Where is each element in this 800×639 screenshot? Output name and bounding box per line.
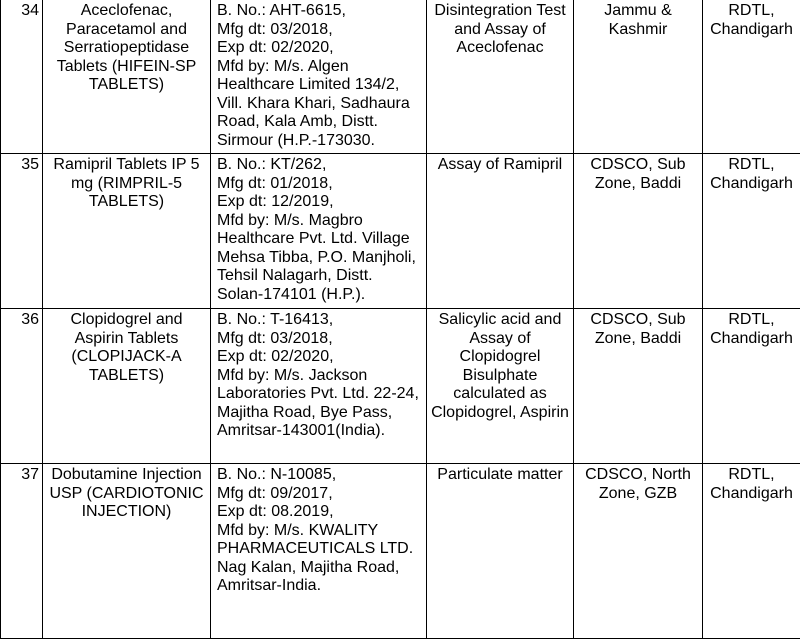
testing-lab: RDTL, Chandigarh [703, 0, 800, 154]
drug-name: Aceclofenac, Paracetamol and Serratiopeptidase Tablets (HIFEIN-SP TABLETS) [43, 0, 211, 154]
serial-number: 36 [1, 309, 43, 464]
drug-name: Dobutamine Injection USP (CARDIOTONIC INJECTION) [43, 464, 211, 639]
drug-name: Clopidogrel and Aspirin Tablets (CLOPIJACK-A TABLETS) [43, 309, 211, 464]
serial-number: 35 [1, 154, 43, 309]
testing-lab: RDTL, Chandigarh [703, 309, 800, 464]
test-parameter: Salicylic acid and Assay of Clopidogrel Bisulphate calculated as Clopidogrel, Aspirin [427, 309, 574, 464]
testing-lab: RDTL, Chandigarh [703, 464, 800, 639]
test-parameter: Disintegration Test and Assay of Aceclofenac [427, 0, 574, 154]
sent-by: CDSCO, Sub Zone, Baddi [574, 309, 703, 464]
serial-number: 34 [1, 0, 43, 154]
sent-by: CDSCO, North Zone, GZB [574, 464, 703, 639]
testing-lab: RDTL, Chandigarh [703, 154, 800, 309]
sent-by: Jammu & Kashmir [574, 0, 703, 154]
batch-details: B. No.: T-16413, Mfg dt: 03/2018, Exp dt: 02/2020, Mfd by: M/s. Jackson Laboratories Pvt. Ltd. 22-24, Majitha Road, Bye Pass, Amritsar-143001(India). [211, 309, 427, 464]
table-row [1, 154, 800, 309]
sent-by: CDSCO, Sub Zone, Baddi [574, 154, 703, 309]
table-row [1, 0, 800, 154]
batch-details: B. No.: AHT-6615, Mfg dt: 03/2018, Exp dt: 02/2020, Mfd by: M/s. Algen Healthcare Limited 134/2, Vill. Khara Khari, Sadhaura Road, Kala Amb, Distt. Sirmour (H.P.-173030. [211, 0, 427, 154]
batch-details: B. No.: KT/262, Mfg dt: 01/2018, Exp dt: 12/2019, Mfd by: M/s. Magbro Healthcare Pvt. Ltd. Village Mehsa Tibba, P.O. Manjholi, Tehsil Nalagarh, Distt. Solan-174101 (H.P.). [211, 154, 427, 309]
serial-number: 37 [1, 464, 43, 639]
table-row [1, 464, 800, 639]
batch-details: B. No.: N-10085, Mfg dt: 09/2017, Exp dt: 08.2019, Mfd by: M/s. KWALITY PHARMACEUTICALS LTD. Nag Kalan, Majitha Road, Amritsar-India. [211, 464, 427, 639]
test-parameter: Assay of Ramipril [427, 154, 574, 309]
table-row [1, 309, 800, 464]
drug-name: Ramipril Tablets IP 5 mg (RIMPRIL-5 TABLETS) [43, 154, 211, 309]
test-parameter: Particulate matter [427, 464, 574, 639]
